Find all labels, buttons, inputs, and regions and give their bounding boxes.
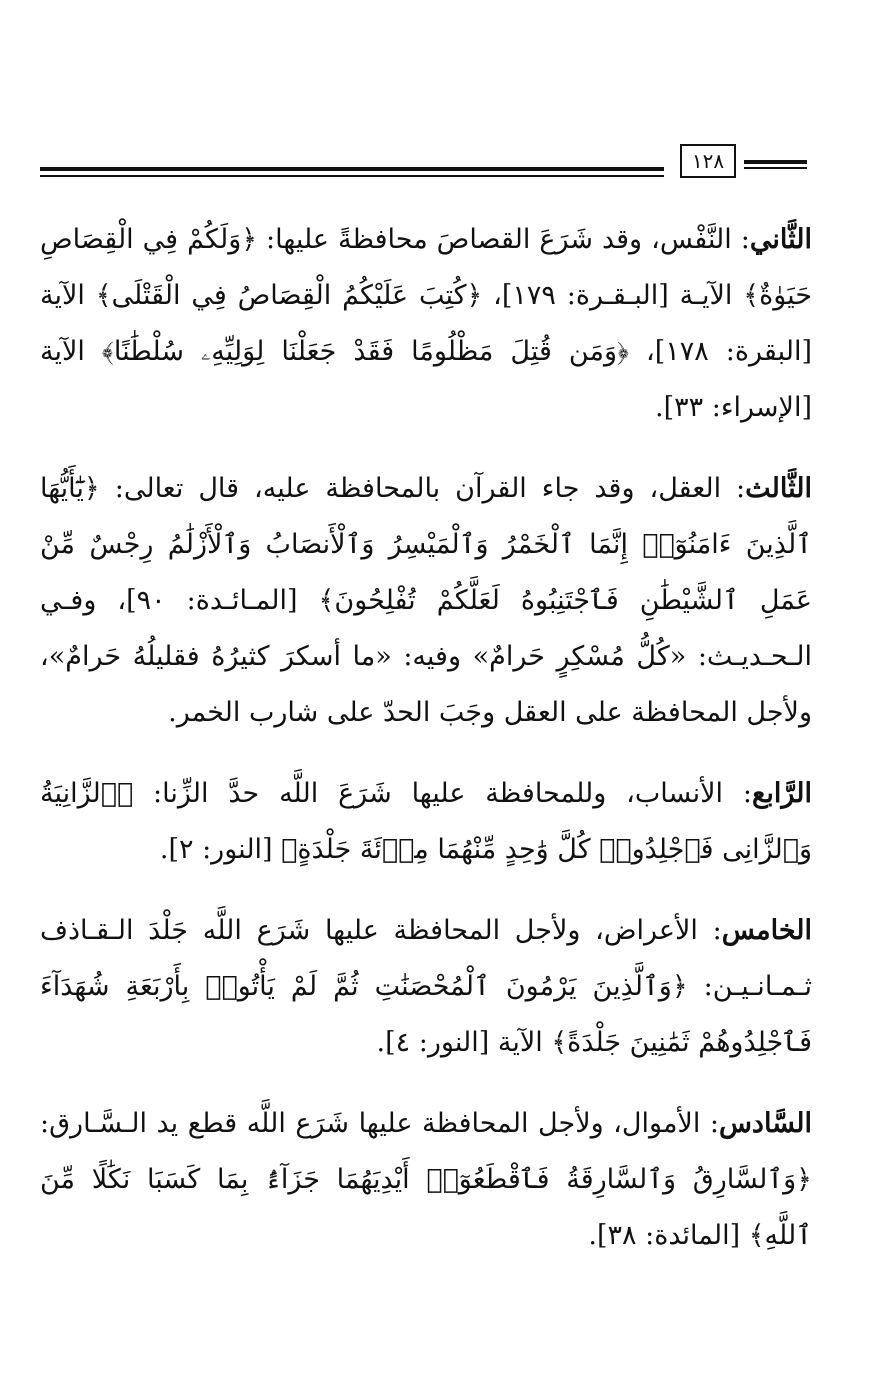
page-body [40, 212, 812, 1289]
header-rule-left-thick [40, 167, 664, 171]
paragraph-heading: الرَّابع [751, 778, 812, 809]
header-rule-right-thick [744, 160, 807, 164]
paragraph-fourth [40, 766, 812, 878]
page-number: ١٢٨ [680, 144, 736, 178]
paragraph-third [40, 461, 812, 741]
paragraph-fifth [40, 903, 812, 1071]
paragraph-heading: الخامس [721, 915, 812, 946]
paragraph-text: : العقل، وقد جاء القرآن بالمحافظة عليه، قال تعالى: ﴿يَٰٓأَيُّهَا ٱلَّذِينَ ءَامَنُوٓا۟ إِنَّمَا ٱلْخَمْرُ وَٱلْمَيْسِرُ وَٱلْأَنصَابُ وَٱلْأَزْلَٰمُ رِجْسٌ مِّنْ عَمَلِ ٱلشَّيْطَٰنِ فَٱجْتَنِبُوهُ لَعَلَّكُمْ تُفْلِحُونَ﴾ [المـائـدة: ٩٠]، وفـي الـحـديـث: «كُلُّ مُسْكِرٍ حَرامٌ» وفيه: «ما أسكرَ كثيرُهُ فقليلُهُ حَرامٌ»، ولأجل المحافظة على العقل وجَبَ الحدّ على شارب الخمر. [40, 473, 812, 728]
paragraph-sixth [40, 1096, 812, 1264]
paragraph-text: : الأعراض، ولأجل المحافظة عليها شَرَع اللَّه جَلْدَ الـقـاذف ثـمـانـيـن: ﴿وَٱلَّذِينَ يَرْمُونَ ٱلْمُحْصَنَٰتِ ثُمَّ لَمْ يَأْتُوا۟ بِأَرْبَعَةِ شُهَدَآءَ فَٱجْلِدُوهُمْ ثَمَٰنِينَ جَلْدَةً﴾ الآية [النور: ٤]. [40, 915, 812, 1058]
paragraph-heading: الثَّاني [749, 224, 812, 255]
header-rule-left-thin [40, 175, 664, 177]
paragraph-text: : الأنساب، وللمحافظة عليها شَرَعَ اللَّه حدَّ الزِّنا: ﴿ٱلزَّانِيَةُ وَٱلزَّانِى فَٱجْلِدُوا۟ كُلَّ وَٰحِدٍ مِّنْهُمَا مِا۟ئَةَ جَلْدَةٍ﴾ [النور: ٢]. [40, 778, 812, 865]
page-header [0, 144, 885, 194]
paragraph-text: : الأموال، ولأجل المحافظة عليها شَرَع اللَّه قطع يد الـسَّـارق: ﴿وَٱلسَّارِقُ وَٱلسَّارِقَةُ فَٱقْطَعُوٓا۟ أَيْدِيَهُمَا جَزَآءًۢ بِمَا كَسَبَا نَكَٰلًا مِّنَ ٱللَّهِ﴾ [المائدة: ٣٨]. [40, 1108, 812, 1251]
paragraph-heading: الثَّالث [745, 473, 812, 504]
paragraph-text: : النَّفْس، وقد شَرَعَ القصاصَ محافظةً عليها: ﴿وَلَكُمْ فِي الْقِصَاصِ حَيَوٰةٌ﴾ الآيـة [البـقـرة: ١٧٩]، ﴿كُتِبَ عَلَيْكُمُ الْقِصَاصُ فِي الْقَتْلَى﴾ الآية [البقرة: ١٧٨]، ﴿وَمَن قُتِلَ مَظْلُومًا فَقَدْ جَعَلْنَا لِوَلِيِّهِۦ سُلْطَٰنًا﴾ الآية [الإسراء: ٣٣]. [40, 224, 813, 423]
paragraph-second [40, 212, 812, 436]
header-rule-right-thin [744, 167, 807, 169]
paragraph-heading: السَّادس [718, 1108, 812, 1139]
